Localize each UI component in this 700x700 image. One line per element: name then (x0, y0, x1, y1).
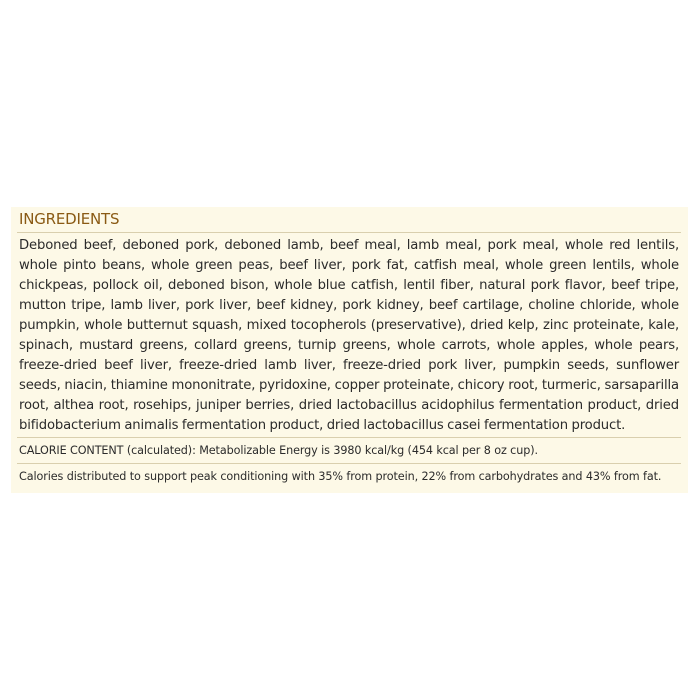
calorie-content-text: CALORIE CONTENT (calculated): Metabolizable Energy is 3980 kcal/kg (454 kcal per 8 oz cup). (19, 444, 538, 457)
ingredients-heading: INGREDIENTS (19, 210, 120, 228)
heading-divider (17, 232, 681, 233)
ingredients-panel (11, 207, 688, 493)
calorie-divider (17, 463, 681, 464)
ingredients-divider (17, 437, 681, 438)
ingredients-list-text: Deboned beef, deboned pork, deboned lamb, beef meal, lamb meal, pork meal, whole red lentils, whole pinto beans, whole green peas, beef liver, pork fat, catfish meal, whole green lentils, whole chickpeas, pollock oil, deboned bison, whole blue catfish, lentil fiber, natural pork flavor, beef tripe, mutton tripe, lamb liver, pork liver, beef kidney, pork kidney, beef cartilage, choline chloride, whole pumpkin, whole butternut squash, mixed tocopherols (preservative), dried kelp, zinc proteinate, kale, spinach, mustard greens, collard greens, turnip greens, whole carrots, whole apples, whole pears, freeze-dried beef liver, freeze-dried lamb liver, freeze-dried pork liver, pumpkin seeds, sunflower seeds, niacin, thiamine mononitrate, pyridoxine, copper proteinate, chicory root, turmeric, sarsaparilla root, althea root, rosehips, juniper berries, dried lactobacillus acidophilus fermentation product, dried bifidobacterium animalis fermentation product, dried lactobacillus casei fermentation product. (19, 238, 679, 433)
calorie-distribution-text: Calories distributed to support peak conditioning with 35% from protein, 22% from carbohydrates and 43% from fat. (19, 470, 662, 483)
